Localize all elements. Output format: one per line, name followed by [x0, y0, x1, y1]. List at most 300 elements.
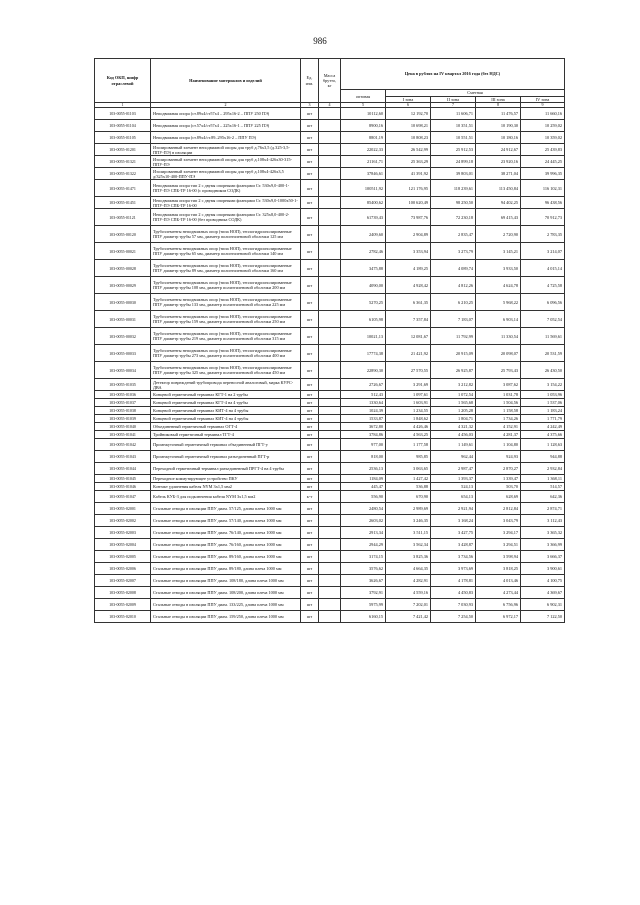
cell-zone1-price: 12 081,67	[386, 328, 431, 345]
cell-code: 103-0055-00034	[95, 362, 151, 379]
cell-unit: шт	[301, 407, 319, 415]
table-row	[95, 431, 565, 439]
table-row	[95, 132, 565, 144]
cell-zone3-price: 11 476,57	[476, 108, 521, 120]
cell-zone1-price: 10 698,21	[386, 120, 431, 132]
header-zone-1: I зона	[386, 97, 431, 103]
cell-code: 103-0055-01201	[95, 144, 151, 156]
col-number: 5	[341, 103, 386, 108]
cell-zone1-price: 536,88	[386, 483, 431, 491]
cell-zone1-price: 7 357,84	[386, 311, 431, 328]
cell-mass	[319, 277, 341, 294]
cell-wholesale-price: 22890,30	[341, 362, 386, 379]
cell-zone4-price: 11 660,16	[521, 108, 565, 120]
cell-mass	[319, 120, 341, 132]
cell-zone4-price: 4 725,58	[521, 277, 565, 294]
cell-name: Трубоэлементы неподвижных опор (типа НОП), теплогидроизолированные ППУ диаметр трубы 89 мм, диаметр полиэтиленовой оболочки 160 мм	[151, 260, 301, 277]
cell-zone3-price: 628,69	[476, 491, 521, 503]
header-code: Код ОКП, шифр отраслевой	[95, 59, 151, 103]
cell-wholesale-price: 21161,71	[341, 156, 386, 168]
cell-zone1-price: 1 848,62	[386, 415, 431, 423]
cell-wholesale-price: 3576,62	[341, 563, 386, 575]
cell-zone3-price: 3 087,62	[476, 379, 521, 391]
cell-unit: шт	[301, 144, 319, 156]
cell-zone4-price: 4 375,66	[521, 431, 565, 439]
cell-zone2-price: 4 178,81	[431, 575, 476, 587]
cell-unit: шт	[301, 132, 319, 144]
cell-zone3-price: 11 330,54	[476, 328, 521, 345]
cell-unit: шт	[301, 515, 319, 527]
table-row	[95, 243, 565, 260]
cell-name: Контакт удлинения кабеля NYM 3х1,5 мм2	[151, 483, 301, 491]
cell-name: Трубоэлементы неподвижных опор (типа НОП), теплогидроизолированные ППУ диаметр трубы 65 мм, диаметр полиэтиленовой оболочки 140 мм	[151, 243, 301, 260]
cell-unit: шт	[301, 575, 319, 587]
cell-zone1-price: 73 987,76	[386, 209, 431, 226]
cell-mass	[319, 423, 341, 431]
cell-zone1-price: 7 421,42	[386, 611, 431, 623]
cell-wholesale-price: 512,43	[341, 391, 386, 399]
cell-zone3-price: 2 812,84	[476, 503, 521, 515]
cell-name: Тройниковый герметичный терминал ТГТ-4	[151, 431, 301, 439]
cell-zone3-price: 3 933,50	[476, 260, 521, 277]
cell-code: 103-0055-02009	[95, 599, 151, 611]
cell-zone4-price: 2 932,84	[521, 463, 565, 475]
cell-name: Промежуточный герметичный терминал объединенный ПГТ-у	[151, 439, 301, 451]
cell-zone2-price: 524,13	[431, 483, 476, 491]
cell-zone3-price: 1 339,47	[476, 475, 521, 483]
cell-mass	[319, 611, 341, 623]
cell-zone3-price: 10 180,16	[476, 132, 521, 144]
cell-zone3-price: 94 402,25	[476, 197, 521, 209]
cell-zone1-price: 670,90	[386, 491, 431, 503]
cell-mass	[319, 260, 341, 277]
cell-name: Стальные отводы в изоляции ППУ диам. 57/140, длина плеча 1000 мм	[151, 515, 301, 527]
cell-unit: шт	[301, 311, 319, 328]
cell-zone3-price: 1 504,56	[476, 399, 521, 407]
cell-code: 103-0055-01121	[95, 209, 151, 226]
cell-zone2-price: 25 912,53	[431, 144, 476, 156]
cell-zone4-price: 24 445,25	[521, 156, 565, 168]
table-row	[95, 503, 565, 515]
cell-unit: шт	[301, 431, 319, 439]
cell-zone3-price: 503,70	[476, 483, 521, 491]
cell-zone3-price: 4 013,46	[476, 575, 521, 587]
cell-wholesale-price: 977,00	[341, 439, 386, 451]
cell-zone3-price: 2 720,90	[476, 226, 521, 243]
table-row	[95, 168, 565, 180]
cell-zone2-price: 6 210,25	[431, 294, 476, 311]
table-row	[95, 144, 565, 156]
cell-zone1-price: 3 353,94	[386, 243, 431, 260]
col-number: 7	[431, 103, 476, 108]
cell-name: Неподвижная опора тип 2 с двумя опорными фланцами Ст. 530х9,0-1000х50-1-ППУ-ПЭ СПБ-ТР 16-00	[151, 197, 301, 209]
cell-code: 103-0055-00032	[95, 328, 151, 345]
cell-wholesale-price: 4090,00	[341, 277, 386, 294]
table-row	[95, 599, 565, 611]
cell-wholesale-price: 3784,86	[341, 431, 386, 439]
cell-zone2-price: 24 899,18	[431, 156, 476, 168]
cell-zone3-price: 4 624,78	[476, 277, 521, 294]
cell-code: 103-0055-02007	[95, 575, 151, 587]
cell-zone1-price: 4 282,91	[386, 575, 431, 587]
cell-name: Стальные отводы в изоляции ППУ диам. 108/200, длина плеча 1000 мм	[151, 587, 301, 599]
cell-code: 103-0055-02002	[95, 515, 151, 527]
cell-zone2-price: 4 321,32	[431, 423, 476, 431]
cell-code: 103-0055-00021	[95, 243, 151, 260]
cell-code: 103-0055-00033	[95, 345, 151, 362]
table-header	[95, 59, 565, 108]
cell-zone3-price: 113 450,84	[476, 180, 521, 197]
header-zone-3: III зона	[476, 97, 521, 103]
cell-zone2-price: 1 072,54	[431, 391, 476, 399]
cell-unit: шт	[301, 423, 319, 431]
cell-zone3-price: 1 104,80	[476, 439, 521, 451]
cell-mass	[319, 379, 341, 391]
table-row	[95, 451, 565, 463]
table-row	[95, 575, 565, 587]
cell-unit: шт	[301, 168, 319, 180]
cell-code: 103-0055-00031	[95, 311, 151, 328]
table-row	[95, 345, 565, 362]
cell-unit: шт	[301, 197, 319, 209]
cell-name: Переходное коммутирующее устройство ПКУ	[151, 475, 301, 483]
cell-code: 103-0055-01103	[95, 108, 151, 120]
cell-mass	[319, 345, 341, 362]
cell-unit: шт	[301, 503, 319, 515]
cell-zone3-price: 3 818,25	[476, 563, 521, 575]
cell-code: 103-0055-01035	[95, 379, 151, 391]
cell-zone3-price: 6 756,96	[476, 599, 521, 611]
cell-zone3-price: 1 031,78	[476, 391, 521, 399]
table-row	[95, 277, 565, 294]
table-row	[95, 328, 565, 345]
cell-zone2-price: 3 428,87	[431, 539, 476, 551]
table-row	[95, 415, 565, 423]
cell-code: 103-0055-01322	[95, 168, 151, 180]
cell-zone4-price: 96 438,56	[521, 197, 565, 209]
cell-name: Неподвижная опора (ст.89х4/ст57х4 – 295х16-2 – ППУ 250 ПЭ)	[151, 108, 301, 120]
cell-zone4-price: 1 053,96	[521, 391, 565, 399]
cell-code: 103-0055-01045	[95, 475, 151, 483]
cell-zone3-price: 10 190,30	[476, 120, 521, 132]
header-wholesale: оптовая	[341, 90, 386, 103]
cell-zone3-price: 38 271,04	[476, 168, 521, 180]
cell-unit: шт	[301, 587, 319, 599]
cell-mass	[319, 362, 341, 379]
cell-zone4-price: 1 771,79	[521, 415, 565, 423]
cell-code: 103-0055-01040	[95, 423, 151, 431]
cell-code: 103-0055-01038	[95, 407, 151, 415]
cell-zone2-price: 10 551,51	[431, 132, 476, 144]
cell-wholesale-price: 818,00	[341, 451, 386, 463]
table-row	[95, 439, 565, 451]
cell-zone2-price: 2 921,94	[431, 503, 476, 515]
cell-zone1-price: 4 426,46	[386, 423, 431, 431]
cell-mass	[319, 483, 341, 491]
cell-code: 103-0055-00028	[95, 260, 151, 277]
cell-zone2-price: 7 030,93	[431, 599, 476, 611]
cell-name: Неподвижная опора (ст.89х4/ст.89–295х16-2 – ППУ ПЭ)	[151, 132, 301, 144]
cell-unit: шт	[301, 260, 319, 277]
header-price-group: Цена в рублях на IV квартал 2016 года (без НДС)	[341, 59, 565, 90]
cell-unit: шт	[301, 379, 319, 391]
cell-mass	[319, 539, 341, 551]
cell-unit: шт	[301, 475, 319, 483]
table-row	[95, 379, 565, 391]
cell-name: Переходной герметичный терминал разъединенный ПРГТ-4 на 4 трубы	[151, 463, 301, 475]
col-number: 8	[476, 103, 521, 108]
cell-zone4-price: 26 430,50	[521, 362, 565, 379]
cell-name: Кабель КУБ-3 для подключения кабеля NYM 3х1,5 мм2	[151, 491, 301, 503]
cell-unit: шт	[301, 156, 319, 168]
cell-zone2-price: 1 149,61	[431, 439, 476, 451]
cell-mass	[319, 144, 341, 156]
cell-zone4-price: 39 996,35	[521, 168, 565, 180]
cell-zone2-price: 3 734,56	[431, 551, 476, 563]
cell-unit: шт	[301, 439, 319, 451]
cell-zone4-price: 6 096,56	[521, 294, 565, 311]
cell-code: 103-0055-02010	[95, 611, 151, 623]
cell-zone4-price: 70 912,73	[521, 209, 565, 226]
cell-wholesale-price: 3174,15	[341, 551, 386, 563]
cell-code: 103-0055-02001	[95, 503, 151, 515]
cell-wholesale-price: 1330,64	[341, 399, 386, 407]
cell-mass	[319, 108, 341, 120]
cell-zone1-price: 121 176,95	[386, 180, 431, 197]
cell-zone2-price: 1 804,71	[431, 415, 476, 423]
table-row	[95, 423, 565, 431]
cell-zone4-price: 3 112,43	[521, 515, 565, 527]
cell-mass	[319, 551, 341, 563]
table-row	[95, 294, 565, 311]
cell-zone4-price: 3 666,37	[521, 551, 565, 563]
cell-zone3-price: 4 152,91	[476, 423, 521, 431]
table-row	[95, 551, 565, 563]
cell-unit: шт	[301, 463, 319, 475]
cell-wholesale-price: 6105,98	[341, 311, 386, 328]
cell-zone3-price: 4 281,37	[476, 431, 521, 439]
cell-unit: шт	[301, 277, 319, 294]
cell-zone1-price: 6 361,35	[386, 294, 431, 311]
cell-name: Изолированный элемент неподвижной опоры для труб д.76х3,5 (д.325-3,5-ППУ-ПЭ) в изоляции	[151, 144, 301, 156]
cell-zone3-price: 25 793,43	[476, 362, 521, 379]
cell-zone4-price: 4 100,75	[521, 575, 565, 587]
cell-mass	[319, 503, 341, 515]
cell-zone4-price: 10 259,02	[521, 120, 565, 132]
cell-zone4-price: 3 154,22	[521, 379, 565, 391]
cell-code: 103-0055-01039	[95, 415, 151, 423]
cell-wholesale-price: 3475,88	[341, 260, 386, 277]
cell-zone2-price: 1 205,28	[431, 407, 476, 415]
cell-code: 103-0055-01105	[95, 132, 151, 144]
cell-zone1-price: 2 989,69	[386, 503, 431, 515]
cell-mass	[319, 563, 341, 575]
table-row	[95, 527, 565, 539]
cell-mass	[319, 156, 341, 168]
col-number: 2	[151, 103, 301, 108]
cell-unit: шт	[301, 415, 319, 423]
cell-wholesale-price: 5270,25	[341, 294, 386, 311]
cell-zone4-price: 514,57	[521, 483, 565, 491]
table-row	[95, 180, 565, 197]
cell-name: Стальные отводы в изоляции ППУ диам. 76/140, длина плеча 1000 мм	[151, 527, 301, 539]
cell-zone4-price: 1 183,24	[521, 407, 565, 415]
cell-zone4-price: 1 128,63	[521, 439, 565, 451]
cell-name: Объединенный герметичный терминал ОГТ-4	[151, 423, 301, 431]
cell-zone4-price: 3 366,99	[521, 539, 565, 551]
table-row	[95, 209, 565, 226]
header-zone-4: IV зона	[521, 97, 565, 103]
cell-zone4-price: 2 783,35	[521, 226, 565, 243]
cell-name: Концевой герметичный терминал КГТ-4 на 4 трубы	[151, 399, 301, 407]
cell-wholesale-price: 445,47	[341, 483, 386, 491]
cell-zone1-price: 985,85	[386, 451, 431, 463]
page-number: 986	[313, 36, 327, 46]
cell-zone1-price: 3 825,36	[386, 551, 431, 563]
cell-name: Концевой герметичный терминал КИТ-4 на 4 трубы	[151, 407, 301, 415]
cell-zone1-price: 7 202,01	[386, 599, 431, 611]
cell-name: Трубоэлементы неподвижных опор (типа НОП), теплогидроизолированные ППУ диаметр трубы 159 мм, диаметр полиэтиленовой оболочки 250 мм	[151, 311, 301, 328]
cell-wholesale-price: 1184,09	[341, 475, 386, 483]
table-row	[95, 399, 565, 407]
cell-mass	[319, 431, 341, 439]
cell-code: 103-0055-02005	[95, 551, 151, 563]
cell-mass	[319, 451, 341, 463]
cell-code: 103-0055-02004	[95, 539, 151, 551]
table-body	[95, 108, 565, 623]
cell-name: Промежуточный герметичный терминал разъединенный ПГТ-р	[151, 451, 301, 463]
cell-mass	[319, 463, 341, 475]
cell-mass	[319, 243, 341, 260]
cell-code: 103-0055-00029	[95, 277, 151, 294]
cell-name: Концевой герметичный терминал КИТ-4 на 4 трубы	[151, 415, 301, 423]
cell-code: 103-0055-00120	[95, 226, 151, 243]
cell-name: Трубоэлементы неподвижных опор (типа НОП), теплогидроизолированные ППУ диаметр трубы 108 мм, диаметр полиэтиленовой оболочки 200 мм	[151, 277, 301, 294]
cell-mass	[319, 294, 341, 311]
cell-zone2-price: 4 812,26	[431, 277, 476, 294]
header-mass: Масса брутто, кг	[319, 59, 341, 103]
cell-unit: шт	[301, 391, 319, 399]
cell-name: Трубоэлементы неподвижных опор (типа НОП), теплогидроизолированные ППУ диаметр трубы 219 мм, диаметр полиэтиленовой оболочки 315 мм	[151, 328, 301, 345]
cell-zone1-price: 1 097,61	[386, 391, 431, 399]
cell-zone1-price: 10 808,23	[386, 132, 431, 144]
cell-zone4-price: 4 369,67	[521, 587, 565, 599]
cell-name: Трубоэлементы неподвижных опор (типа НОП), теплогидроизолированные ППУ диаметр трубы 325 мм, диаметр полиэтиленовой оболочки 450 мм	[151, 362, 301, 379]
cell-zone2-price: 2 835,47	[431, 226, 476, 243]
cell-mass	[319, 399, 341, 407]
cell-wholesale-price: 85400,62	[341, 197, 386, 209]
cell-zone3-price: 1 734,26	[476, 415, 521, 423]
cell-wholesale-price: 8900,16	[341, 120, 386, 132]
cell-name: Трубоэлементы неподвижных опор (типа НОП), теплогидроизолированные ППУ диаметр трубы 273 мм, диаметр полиэтиленовой оболочки 400 мм	[151, 345, 301, 362]
cell-zone4-price: 25 439,83	[521, 144, 565, 156]
cell-wholesale-price: 10112,60	[341, 108, 386, 120]
cell-zone4-price: 6 902,31	[521, 599, 565, 611]
cell-unit: шт	[301, 563, 319, 575]
cell-wholesale-price: 3792,91	[341, 587, 386, 599]
table-row	[95, 226, 565, 243]
cell-code: 103-0055-01041	[95, 431, 151, 439]
table-row	[95, 475, 565, 483]
cell-name: Стальные отводы в изоляции ППУ диам. 133/225, длина плеча 1000 мм	[151, 599, 301, 611]
cell-name: Неподвижная опора тип 2 с двумя опорными фланцами Ст. 325х8,0-400-2-ППУ-ПЭ СПБ-ТР 16-00 (без проводника СОДК)	[151, 209, 301, 226]
cell-mass	[319, 515, 341, 527]
header-unit: Ед. изм.	[301, 59, 319, 103]
cell-mass	[319, 575, 341, 587]
cell-unit: шт	[301, 551, 319, 563]
cell-wholesale-price: 2603,02	[341, 515, 386, 527]
cell-mass	[319, 197, 341, 209]
cell-mass	[319, 415, 341, 423]
col-number: 6	[386, 103, 431, 108]
header-name: Наименование материалов и изделий	[151, 59, 301, 103]
table-row	[95, 197, 565, 209]
cell-wholesale-price: 2480,54	[341, 503, 386, 515]
cell-unit: шт	[301, 539, 319, 551]
cell-wholesale-price: 37846,61	[341, 168, 386, 180]
cell-zone3-price: 3 598,94	[476, 551, 521, 563]
cell-wholesale-price: 100511,92	[341, 180, 386, 197]
cell-unit: шт	[301, 345, 319, 362]
cell-name: Концевой герметичный терминал КГТ-1 на 2 трубы	[151, 391, 301, 399]
cell-name: Стальные отводы в изоляции ППУ диам. 89/180, длина плеча 1000 мм	[151, 563, 301, 575]
cell-wholesale-price: 2913,34	[341, 527, 386, 539]
cell-mass	[319, 599, 341, 611]
cell-zone2-price: 26 925,87	[431, 362, 476, 379]
cell-zone1-price: 1 234,55	[386, 407, 431, 415]
cell-code: 103-0055-01451	[95, 197, 151, 209]
cell-zone3-price: 20 098,07	[476, 345, 521, 362]
cell-name: Изолированный элемент неподвижной опоры для труб д.108х4-426х3,5 д/325х10-400-ППУ-ПЭ	[151, 168, 301, 180]
table-row	[95, 156, 565, 168]
cell-zone2-price: 72 230,18	[431, 209, 476, 226]
cell-zone1-price: 4 928,42	[386, 277, 431, 294]
cell-code: 103-0055-02006	[95, 563, 151, 575]
cell-unit: шт	[301, 243, 319, 260]
cell-zone1-price: 3 291,69	[386, 379, 431, 391]
cell-mass	[319, 132, 341, 144]
cell-code: 103-0055-01046	[95, 483, 151, 491]
cell-unit: шт	[301, 483, 319, 491]
cell-code: 103-0055-01471	[95, 180, 151, 197]
cell-zone2-price: 4 089,74	[431, 260, 476, 277]
header-zone-2: II зона	[431, 97, 476, 103]
cell-mass	[319, 475, 341, 483]
cell-zone4-price: 20 531,59	[521, 345, 565, 362]
cell-zone4-price: 4 242,49	[521, 423, 565, 431]
price-table	[94, 58, 565, 623]
cell-code: 103-0055-02003	[95, 527, 151, 539]
table-row	[95, 311, 565, 328]
cell-name: Неподвижная опора тип 2 с двумя опорными фланцами Ст. 530х9,0-400-1-ППУ-ПЭ СПБ-ТР 16-00 (с проводником СОДК)	[151, 180, 301, 197]
cell-zone3-price: 69 415,43	[476, 209, 521, 226]
cell-name: Трубоэлементы неподвижных опор (типа НОП), теплогидроизолированные ППУ диаметр трубы 57 мм, диаметр полиэтиленовой оболочки 125 мм	[151, 226, 301, 243]
cell-unit: шт	[301, 399, 319, 407]
cell-zone2-price: 4 456,03	[431, 431, 476, 439]
cell-mass	[319, 527, 341, 539]
cell-zone2-price: 10 351,51	[431, 120, 476, 132]
cell-wholesale-price: 556,90	[341, 491, 386, 503]
cell-zone1-price: 100 620,49	[386, 197, 431, 209]
cell-zone2-price: 3 212,82	[431, 379, 476, 391]
cell-zone2-price: 118 239,61	[431, 180, 476, 197]
cell-zone3-price: 3 294,51	[476, 539, 521, 551]
cell-zone1-price: 4 559,16	[386, 587, 431, 599]
cell-name: Неподвижная опора (ст.57х4/ст57х4 – 225х16-1 – ППУ 225 ПЭ)	[151, 120, 301, 132]
cell-zone1-price: 1 427,42	[386, 475, 431, 483]
cell-zone4-price: 116 102,31	[521, 180, 565, 197]
cell-zone1-price: 3 063,65	[386, 463, 431, 475]
